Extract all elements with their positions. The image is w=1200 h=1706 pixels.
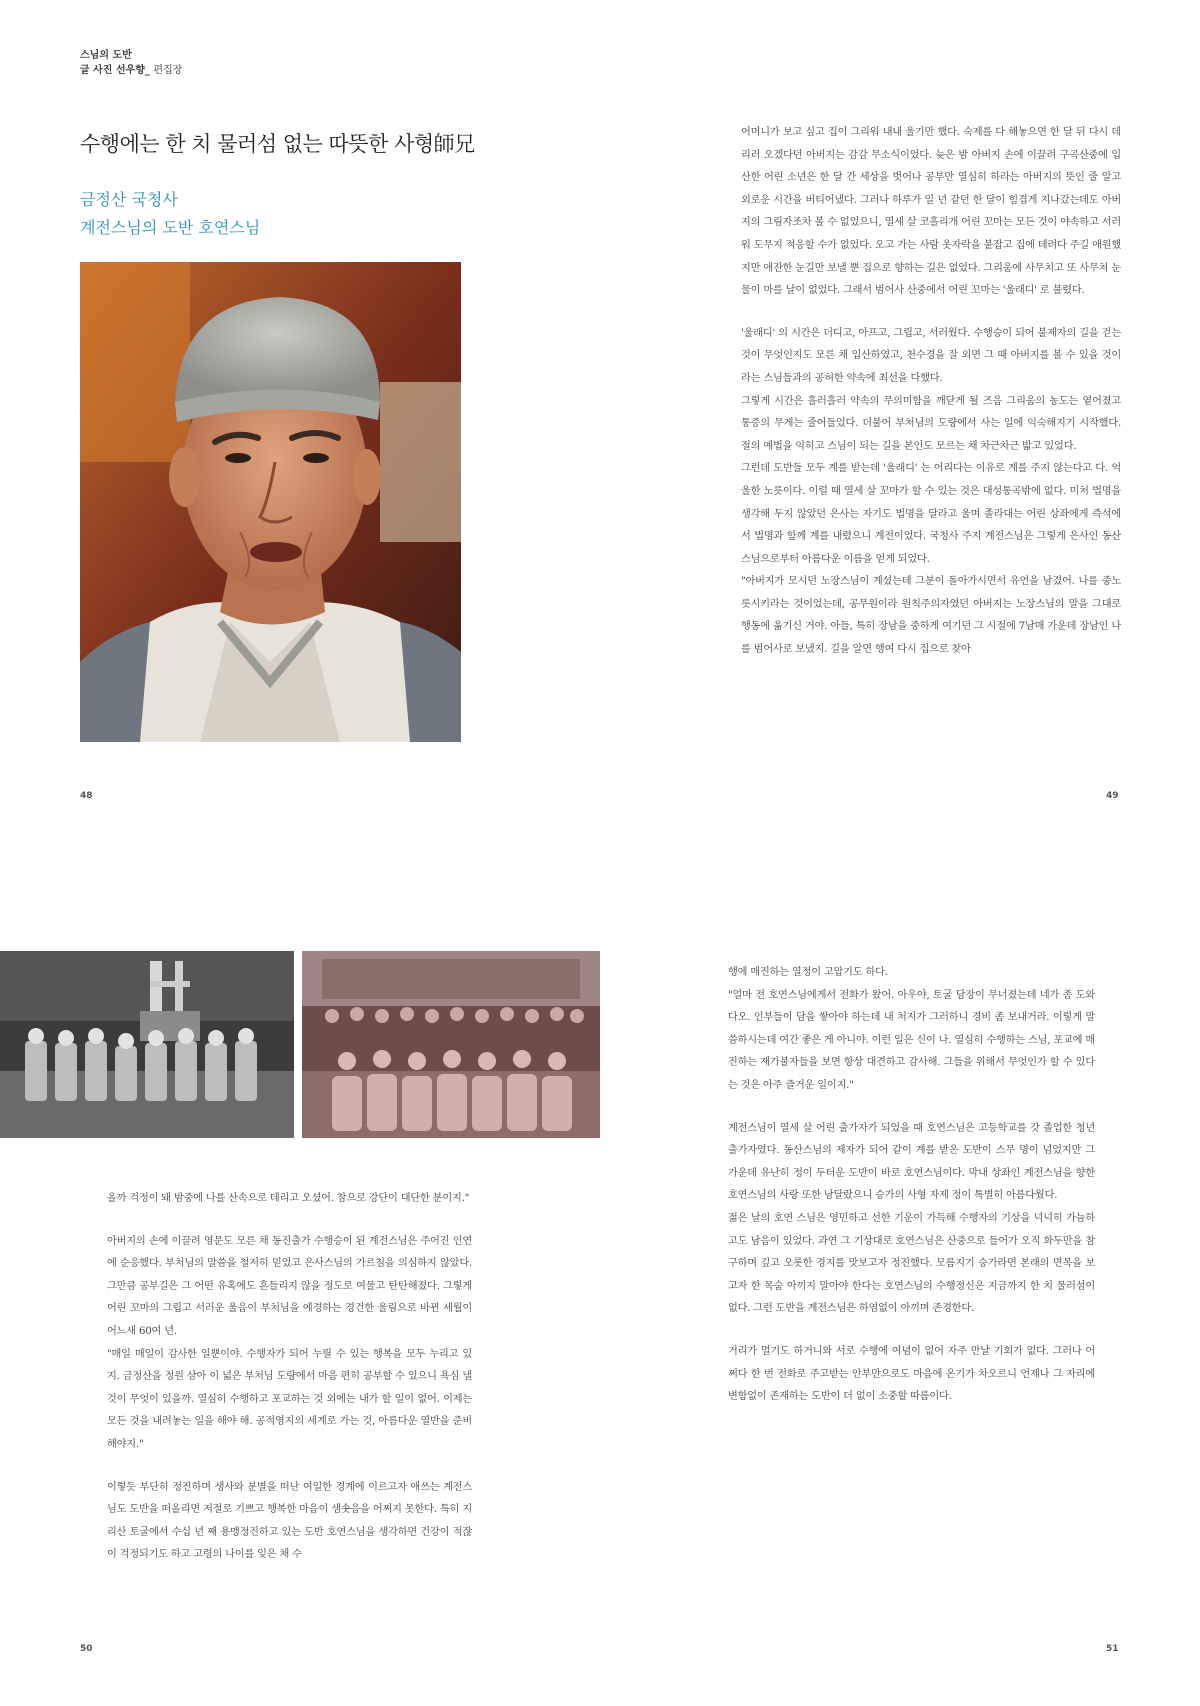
paragraph: 계전스님이 열세 살 어린 출가자가 되었을 때 호연스님은 고등학교를 갓 졸업한 청년 출가자였다. 동산스님의 제자가 되어 같이 계를 받은 도반이 스무 명이 넘었지만 그 가운데 유난히 정이 두터운 도반이 바로 호연스님이다. 막내 상좌인 계전스님을 향한 호연스님의 사랑 또한 남달랐으니 승가의 사형 자제 정이 특별히 아름다웠다.	[728, 1122, 1095, 1202]
page-number-49: 49	[1106, 791, 1119, 801]
page-50-body	[107, 1188, 472, 1567]
portrait-photo	[80, 262, 461, 742]
subtitle-line-2: 계전스님의 도반 호연스님	[80, 218, 261, 237]
paragraph: '울래디' 의 시간은 더디고, 아프고, 그립고, 서러웠다. 수행승이 되어 불제자의 길을 걷는 것이 무엇인지도 모른 채 입산하였고, 천수경을 잘 외면 그 때 아버지를 볼 수 있을 것이라는 스님들과의 공허한 약속에 최선을 다했다.	[741, 327, 1121, 384]
page-number-48: 48	[80, 791, 93, 801]
page-number-50: 50	[80, 1644, 93, 1654]
subtitle-line-1: 금정산 국청사	[80, 190, 178, 209]
paragraph: 올까 걱정이 돼 밤중에 나를 산속으로 데리고 오셨어. 참으로 강단이 대단한 분이지."	[107, 1193, 470, 1204]
byline	[80, 63, 182, 78]
paragraph: 이렇듯 부단히 정진하며 생사와 분별을 떠난 여일한 경계에 이르고자 애쓰는 계전스님도 도반을 떠올리면 저절로 기쁘고 행복한 마음이 샘솟음을 어쩌지 못한다. 특히 지리산 토굴에서 수십 년 째 용맹정진하고 있는 도반 호연스님을 생각하면 건강이 적잖이 걱정되기도 하고 고령의 나이를 잊은 채 수	[107, 1481, 472, 1561]
paragraph: 행에 매진하는 열정이 고맙기도 하다.	[728, 967, 888, 978]
paragraph: 아버지의 손에 이끌려 영문도 모른 채 동진출가 수행승이 된 계전스님은 주어진 인연에 순응했다. 부처님의 말씀을 철저히 믿었고 은사스님의 가르침을 의심하지 않았다. 그만큼 공부길은 그 어떤 유혹에도 흔들리지 않을 정도로 여물고 탄탄해졌다. 그렇게 어린 꼬마의 그립고 서러운 울음이 부처님을 예경하는 경건한 울림으로 바뀐 세월이 어느새 60여 년.	[107, 1235, 472, 1337]
paragraph: 그렇게 시간은 흘러흘러 약속의 무의미함을 깨닫게 될 즈음 그리움의 농도는 옅어졌고 통증의 무게는 줄어들었다. 더불어 부처님의 도량에서 사는 일에 익숙해지기 시작했다. 절의 예법을 익히고 스님이 되는 길을 본인도 모르는 채 차근차근 밟고 있었다.	[741, 395, 1121, 452]
paragraph: 어머니가 보고 싶고 집이 그리워 내내 울기만 했다. 숙제를 다 해놓으면 한 달 뒤 다시 데리러 오겠다던 아버지는 감감 무소식이었다. 늦은 밤 아버지 손에 이끌려 구곡산중에 입산한 어린 소년은 한 달 간 세상을 벗어나 공부만 열심히 하라는 아버지의 뜻인 줄 알고 외로운 시간을 버티어냈다. 그러나 하루가 일 년 같던 한 달이 힘겹게 지나갔는데도 아버지의 그림자조차 볼 수 없었으니, 열세 살 코흘리개 어린 꼬마는 모든 것이 야속하고 서러워 도무지 적응할 수가 없었다. 오고 가는 사람 옷자락을 붙잡고 집에 데려다 주길 애원했지만 애잔한 눈길만 보낼 뿐 집으로 향하는 길은 없었다. 그리움에 사무치고 또 사무쳐 눈물이 마를 날이 없었다. 그래서 범어사 산중에서 어린 꼬마는 '울래디' 로 불렸다.	[741, 127, 1121, 297]
byline-role: 편집장	[153, 65, 183, 76]
page-49-body	[741, 122, 1121, 662]
paragraph: 거리가 멀기도 하거니와 서로 수행에 여념이 없어 자주 만날 기회가 없다. 그러나 어쩌다 한 번 전화로 주고받는 안부만으로도 마음에 온기가 차오르니 언제나 그 자리에 변함없이 존재하는 도반이 더 없이 소중할 따름이다.	[728, 1345, 1095, 1403]
paragraph: "얼마 전 호연스님에게서 전화가 왔어. 아우야, 토굴 담장이 무너졌는데 네가 좀 도와다오. 인부들이 담을 쌓아야 하는데 내 처지가 그러하니 경비 좀 보내거라. 이렇게 말씀하시는데 여간 좋은 게 아니야. 이런 일은 신이 나. 열심히 수행하는 스님, 포교에 매진하는 재가불자들을 보면 항상 대견하고 감사해. 그들을 위해서 무엇인가 할 수 있다는 것은 아주 즐거운 일이지."	[728, 989, 1095, 1091]
group-photo-sepia	[302, 951, 600, 1138]
paragraph: "매일 매일이 감사한 일뿐이야. 수행자가 되어 누릴 수 있는 행복을 모두 누리고 있지. 금정산을 정원 삼아 이 넓은 부처님 도량에서 마음 편히 공부할 수 있으니 욕심 낼 것이 무엇이 있을까. 열심히 수행하고 포교하는 것 외에는 내가 할 일이 없어. 이제는 모든 것을 내려놓는 일을 해야 해. 공적영지의 세계로 가는 것, 아름다운 열반을 준비해야지."	[107, 1348, 472, 1450]
paragraph: 그런데 도반들 모두 계를 받는데 '울래디' 는 어리다는 이유로 계를 주지 않는다고 다. 억울한 노릇이다. 이럴 때 열세 살 꼬마가 할 수 있는 것은 대성통곡밖에 없다. 미처 법명을 생각해 두지 않았던 은사는 자기도 법명을 달라고 울며 졸라대는 어린 상좌에게 즉석에서 법명과 함께 계를 내렸으니 계전이었다. 국청사 주지 계전스님은 그렇게 은사인 동산스님으로부터 아름다운 이름을 얻게 되었다.	[741, 463, 1121, 565]
article-subtitle	[80, 186, 260, 242]
paragraph: 젊은 날의 호연 스님은 영민하고 선한 기운이 가득해 수행자의 기상을 넉넉히 가늠하고도 남음이 있었다. 과연 그 기상대로 호연스님은 산중으로 들어가 오직 화두만을 참구하며 깊고 오롯한 경지를 맛보고자 정진했다. 모름지기 승가라면 본래의 면목을 보고자 한 목숨 아끼지 말아야 한다는 호연스님의 수행정신은 지금까지 한 치 물러섬이 없다. 그런 도반을 계전스님은 하염없이 아끼며 존경한다.	[728, 1212, 1095, 1315]
section-kicker	[80, 48, 182, 78]
page-number-51: 51	[1106, 1644, 1119, 1654]
group-photo-bw	[0, 951, 294, 1138]
byline-prefix: 글 사진 선우향_	[80, 65, 150, 76]
article-title: 수행에는 한 치 물러섬 없는 따뜻한 사형師兄	[80, 132, 475, 156]
paragraph: "아버지가 모시던 노장스님이 계셨는데 그분이 돌아가시면서 유언을 남겼어. 나를 중노릇시키라는 것이었는데, 공무원이라 원칙주의자였던 아버지는 노장스님의 말을 그대로 행동에 옮기신 거야. 아들, 특히 장남을 중하게 여기던 그 시절에 7남매 가운데 장남인 나를 범어사로 보냈지. 길을 알면 행여 다시 집으로 찾아	[741, 576, 1121, 656]
section-name: 스님의 도반	[80, 50, 132, 61]
page-51-body	[728, 962, 1095, 1409]
